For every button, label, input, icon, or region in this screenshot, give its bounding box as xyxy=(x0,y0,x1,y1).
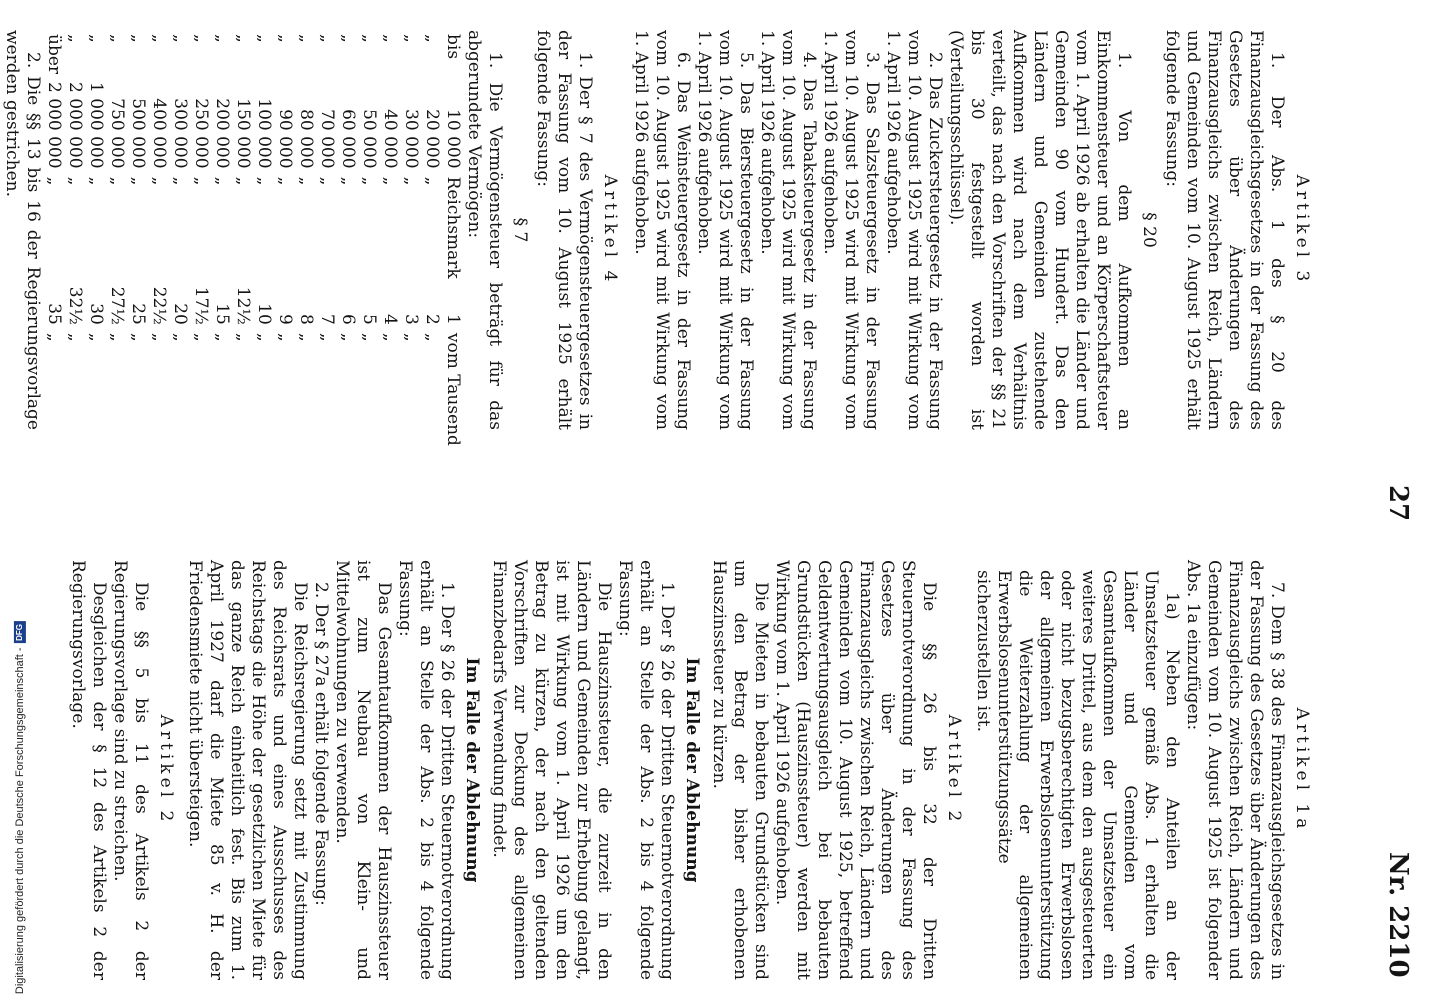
tax-unit: „ xyxy=(233,176,253,186)
tax-row xyxy=(358,30,379,450)
art2-paragraph-2: Die Mieten in bebauten Grundstücken sind um den Betrag der bisher erhobenen Hauszinssteuer zu kürzen. xyxy=(709,560,771,980)
footer-text: Digitalisierung gefördert durch die Deutsche Forschungsgemeinschaft - xyxy=(13,647,26,994)
tax-rate: 3 xyxy=(401,314,421,325)
sec7-paragraph: 1. Die Vermögensteuer beträgt für das abgerundete Vermögen: xyxy=(464,30,505,430)
tax-rate: 27½ xyxy=(107,286,127,325)
tax-amount: 2 000 000 xyxy=(44,82,64,169)
tax-suffix: „ xyxy=(380,332,400,342)
art4-paragraph: 1. Der § 7 des Vermögensteuergesetzes in der Fassung vom 10. August 1925 erhält folgende Fassung: xyxy=(533,30,595,430)
tax-row xyxy=(148,30,169,450)
tax-prefix: „ xyxy=(212,34,232,43)
fall2-paragraph-4: Die Reichsregierung setzt mit Zustimmung des Reichsrats und eines Ausschusses des Reichstags die Höhe der gesetzlichen Miete für das ganze Reich einheitlich fest. Bis zum 1. April 1927 darf die Miete 85 v. H. der Friedensmiete nicht übersteigen. xyxy=(185,560,310,980)
tax-prefix: „ xyxy=(86,34,106,43)
tax-amount: 50 000 xyxy=(359,109,379,169)
tax-rate: 22½ xyxy=(149,286,169,325)
tax-prefix: „ xyxy=(170,34,190,43)
tax-amount: 10 000 xyxy=(443,109,463,169)
left-column xyxy=(67,560,1314,980)
tax-row xyxy=(379,30,400,450)
art3-paragraph: 1. Der Abs. 1 des § 20 des Finanzausgleichsgesetzes in der Fassung des Gesetzes über Änderungen des Finanzausgleichs zwischen Reich, Ländern und Gemeinden vom 10. August 1925 erhält folgende Fassung: xyxy=(1162,30,1287,430)
tax-prefix: „ xyxy=(254,34,274,43)
art3-title: Artikel 3 xyxy=(1292,174,1312,286)
tax-row xyxy=(169,30,190,450)
tax-row xyxy=(337,30,358,450)
sec7-paragraph-2: 2. Die §§ 13 bis 16 der Regierungsvorlage werden gestrichen. xyxy=(2,30,43,430)
tax-suffix: „ xyxy=(65,332,85,342)
fall2-paragraph-2: Das Gesamtaufkommen der Hauszinssteuer ist zum Neubau von Klein- und Mittelwohnungen zu verwenden. xyxy=(332,560,394,980)
tax-suffix: „ xyxy=(191,332,211,342)
tax-unit: „ xyxy=(422,176,442,186)
tax-unit: „ xyxy=(128,176,148,186)
fall1-paragraph: 1. Der § 26 der Dritten Steuernotverordnung erhält an Stelle der Abs. 2 bis 4 folgende Fassung: xyxy=(615,560,677,980)
item-6: 6. Das Weinsteuergesetz in der Fassung vom 10. August 1925 wird mit Wirkung vom 1. April 1926 aufgehoben. xyxy=(631,30,693,430)
tax-amount: 400 000 xyxy=(149,98,169,169)
item-3: 3. Das Salzsteuergesetz in der Fassung vom 10. August 1925 wird mit Wirkung vom 1. April 1926 aufgehoben. xyxy=(820,30,882,430)
digitization-footer xyxy=(8,594,26,994)
tax-suffix: „ xyxy=(275,332,295,342)
tax-rate: 9 xyxy=(275,314,295,325)
tax-suffix: „ xyxy=(86,332,106,342)
right-column xyxy=(1,30,1314,446)
tax-amount: 20 000 xyxy=(422,109,442,169)
tax-unit: „ xyxy=(191,176,211,186)
tax-unit: „ xyxy=(401,176,421,186)
tax-unit: „ xyxy=(86,176,106,186)
art2b-title: Artikel 2 xyxy=(156,714,176,826)
item-4: 4. Das Tabaksteuergesetz in der Fassung vom 10. August 1925 wird mit Wirkung vom 1. April 1926 aufgehoben. xyxy=(757,30,819,430)
tax-rate-table xyxy=(43,30,463,450)
tax-prefix: „ xyxy=(401,34,421,43)
tax-rate: 6 xyxy=(338,314,358,325)
tax-rate: 17½ xyxy=(191,286,211,325)
art2b-paragraph: Die §§ 5 bis 11 des Artikels 2 der Regierungsvorlage sind zu streichen. xyxy=(110,560,151,980)
item-5: 5. Das Biersteuergesetz in der Fassung vom 10. August 1925 wird mit Wirkung vom 1. April 1926 aufgehoben. xyxy=(694,30,756,430)
fall1-paragraph-2: Die Hauszinssteuer, die zurzeit in den Ländern und Gemeinden zur Erhebung gelangt, ist mit Wirkung vom 1. April 1926 um den Betrag zu kürzen, der nach den geltenden Vorschriften zur Deckung des allgemeinen Finanzbedarfs Verwendung findet. xyxy=(489,560,614,980)
tax-row xyxy=(211,30,232,450)
tax-row xyxy=(442,30,463,450)
tax-unit: „ xyxy=(107,176,127,186)
sec20-title: § 20 xyxy=(1139,212,1159,248)
tax-suffix: „ xyxy=(149,332,169,342)
tax-suffix: vom Tausend xyxy=(443,332,463,446)
tax-rate: 8 xyxy=(296,314,316,325)
tax-prefix: „ xyxy=(338,34,358,43)
art4-title: Artikel 4 xyxy=(600,174,620,286)
tax-unit: „ xyxy=(296,176,316,186)
tax-amount: 40 000 xyxy=(380,109,400,169)
page-number: 27 xyxy=(1383,485,1413,522)
tax-amount: 1 000 000 xyxy=(86,82,106,169)
tax-suffix: „ xyxy=(254,332,274,342)
tax-rate: 1 xyxy=(443,314,463,325)
tax-suffix: „ xyxy=(422,332,442,342)
tax-prefix: „ xyxy=(191,34,211,43)
tax-rate: 20 xyxy=(170,303,190,325)
tax-prefix: „ xyxy=(128,34,148,43)
tax-amount: 2 000 000 xyxy=(65,82,85,169)
tax-rate: 35 xyxy=(44,303,64,325)
tax-amount: 300 000 xyxy=(170,98,190,169)
dfg-logo: DFG xyxy=(14,621,26,643)
fall2-paragraph: 1. Der § 26 der Dritten Steuernotverordnung erhält an Stelle der Abs. 2 bis 4 folgende Fassung: xyxy=(395,560,457,980)
tax-suffix: „ xyxy=(212,332,232,342)
tax-prefix: bis xyxy=(443,34,463,60)
tax-prefix: über xyxy=(44,34,64,75)
tax-row xyxy=(400,30,421,450)
art2-paragraph: Die §§ 26 bis 32 der Dritten Steuernotverordnung in der Fassung des Gesetzes über Änderungen des Finanzausgleichs zwischen Reich, Ländern und Gemeinden vom 10. August 1925, betreffend Geldentwertungsausgleich bei bebauten Grundstücken (Hauszinssteuer) werden mit Wirkung vom 1. April 1926 aufgehoben. xyxy=(772,560,939,980)
tax-suffix: „ xyxy=(338,332,358,342)
tax-amount: 70 000 xyxy=(317,109,337,169)
item-2: 2. Das Zuckersteuergesetz in der Fassung vom 10. August 1925 wird mit Wirkung vom 1. April 1926 aufgehoben. xyxy=(883,30,945,430)
tax-row xyxy=(253,30,274,450)
tax-rate: 25 xyxy=(128,303,148,325)
tax-amount: 500 000 xyxy=(128,98,148,169)
tax-unit: „ xyxy=(149,176,169,186)
tax-prefix: „ xyxy=(149,34,169,43)
tax-unit: „ xyxy=(359,176,379,186)
art1a-paragraph-2: 1a) Neben den Anteilen an der Umsatzsteuer gemäß Abs. 1 erhalten die Länder und Gemeinden vom Gesamtaufkommen der Umsatzsteuer ein weiteres Drittel, aus dem den ausgesteuerten oder nicht bezugsberechtigten Erwerbslosen der allgemeinen Erwerbslosenunterstützung die Weiterzahlung der allgemeinen Erwerbslosenunterstützungssätze sicherzustellen ist. xyxy=(973,570,1182,980)
tax-row xyxy=(85,30,106,450)
tax-amount: 90 000 xyxy=(275,109,295,169)
tax-amount: 30 000 xyxy=(401,109,421,169)
tax-amount: 750 000 xyxy=(107,98,127,169)
sec20-paragraph: 1. Von dem Aufkommen an Einkommensteuer und an Körperschaftsteuer vom 1. April 1926 ab erhalten die Länder und Gemeinden 90 vom Hundert. Das den Ländern und Gemeinden zustehende Aufkommen wird nach dem Verhältnis verteilt, das nach den Vorschriften der §§ 21 bis 30 festgestellt worden ist (Verteilungsschlüssel). xyxy=(946,30,1134,430)
tax-suffix: „ xyxy=(317,332,337,342)
tax-suffix: „ xyxy=(296,332,316,342)
tax-prefix: „ xyxy=(317,34,337,43)
tax-row xyxy=(295,30,316,450)
tax-row xyxy=(190,30,211,450)
tax-row xyxy=(127,30,148,450)
tax-unit: „ xyxy=(65,176,85,186)
fall2-paragraph-3: 2. Der § 27a erhält folgende Fassung: xyxy=(311,582,331,906)
tax-row xyxy=(64,30,85,450)
art1a-paragraph: 7. Dem § 38 des Finanzausgleichsgesetzes in der Fassung des Gesetzes über Änderungen des Finanzausgleichs zwischen Reich, Ländern und Gemeinden vom 10. August 1925 ist folgender Abs. 1a einzufügen: xyxy=(1183,560,1287,980)
tax-suffix: „ xyxy=(44,332,64,342)
tax-prefix: „ xyxy=(107,34,127,43)
tax-unit: „ xyxy=(380,176,400,186)
tax-row xyxy=(43,30,64,450)
tax-prefix: „ xyxy=(296,34,316,43)
tax-row xyxy=(106,30,127,450)
tax-unit: „ xyxy=(338,176,358,186)
tax-unit: „ xyxy=(44,176,64,186)
tax-row xyxy=(316,30,337,450)
tax-rate: 32½ xyxy=(65,286,85,325)
sec7-title: § 7 xyxy=(510,217,530,243)
tax-row xyxy=(232,30,253,450)
tax-prefix: „ xyxy=(380,34,400,43)
tax-suffix: „ xyxy=(107,332,127,342)
tax-prefix: „ xyxy=(359,34,379,43)
tax-prefix: „ xyxy=(422,34,442,43)
tax-suffix: „ xyxy=(359,332,379,342)
art2b-paragraph-2: Desgleichen der § 12 des Artikels 2 der Regierungsvorlage. xyxy=(68,560,109,980)
tax-unit: „ xyxy=(275,176,295,186)
tax-suffix: „ xyxy=(128,332,148,342)
art1a-title: Artikel 1a xyxy=(1292,707,1312,833)
tax-unit: „ xyxy=(212,176,232,186)
tax-rate: 15 xyxy=(212,303,232,325)
tax-rate: 5 xyxy=(359,314,379,325)
tax-rate: 30 xyxy=(86,303,106,325)
fall2-title: Im Falle der Ablehnung xyxy=(462,657,482,883)
document-number: Nr. 2210 xyxy=(1383,852,1413,978)
tax-rate: 7 xyxy=(317,314,337,325)
tax-suffix: „ xyxy=(170,332,190,342)
tax-row xyxy=(421,30,442,450)
tax-amount: 60 000 xyxy=(338,109,358,169)
tax-prefix: „ xyxy=(233,34,253,43)
tax-rate: 10 xyxy=(254,303,274,325)
tax-amount: 150 000 xyxy=(233,98,253,169)
tax-suffix: „ xyxy=(233,332,253,342)
tax-rate: 12½ xyxy=(233,286,253,325)
tax-amount: 200 000 xyxy=(212,98,232,169)
tax-amount: 80 000 xyxy=(296,109,316,169)
tax-unit: Reichsmark xyxy=(443,176,463,279)
art2-title: Artikel 2 xyxy=(944,714,964,826)
tax-amount: 100 000 xyxy=(254,98,274,169)
tax-row xyxy=(274,30,295,450)
tax-unit: „ xyxy=(254,176,274,186)
fall1-title: Im Falle der Ablehnung xyxy=(682,657,702,883)
tax-unit: „ xyxy=(317,176,337,186)
tax-prefix: „ xyxy=(65,34,85,43)
tax-amount: 250 000 xyxy=(191,98,211,169)
tax-rate: 4 xyxy=(380,314,400,325)
tax-suffix: „ xyxy=(401,332,421,342)
tax-unit: „ xyxy=(170,176,190,186)
tax-prefix: „ xyxy=(275,34,295,43)
tax-rate: 2 xyxy=(422,314,442,325)
